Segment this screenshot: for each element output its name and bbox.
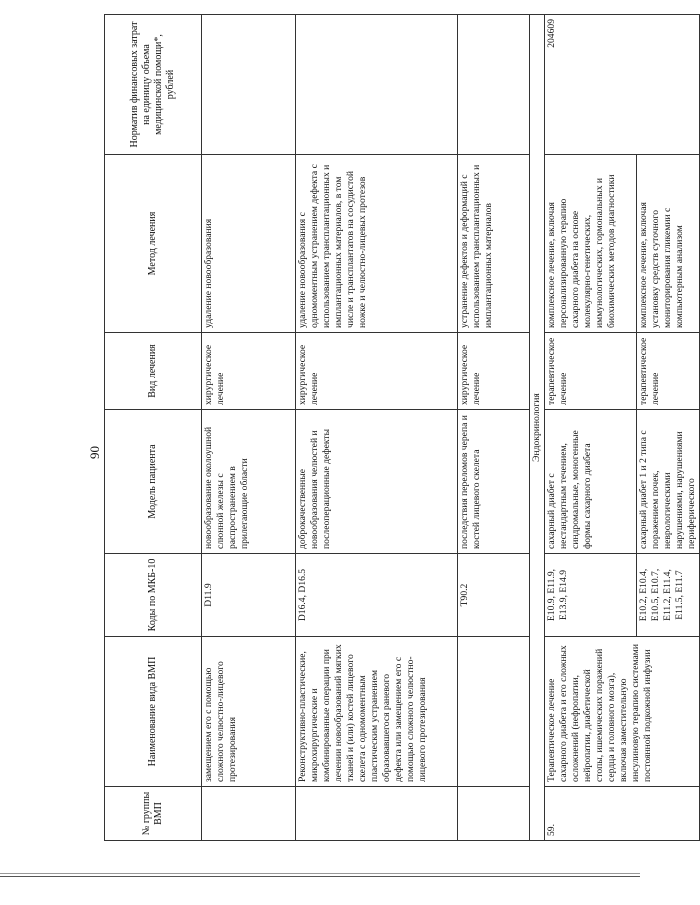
header-treatment-method: Метод лечения — [105, 155, 202, 333]
treatment-method-cell: удаление новообразования — [202, 155, 296, 333]
cost-norm-cell: 204609 — [545, 15, 700, 155]
header-row — [105, 15, 202, 841]
header-patient-model: Модель пациента — [105, 410, 202, 554]
table-row — [458, 15, 530, 841]
header-group-number: № группы ВМП — [105, 787, 202, 841]
icd-codes-cell: T90.2 — [458, 554, 530, 637]
section-row — [530, 15, 545, 841]
treatment-type-cell: хирургическое лечение — [458, 333, 530, 410]
section-title: Эндокринология — [530, 15, 545, 841]
icd-codes-cell: E10.2, E10.4, E10.5, E10.7, E11.2, E11.4, E11.5, E11.7 — [637, 554, 700, 637]
vmp-name-cell: замещением его с помощью сложного челюстно-лицевого протезирования — [202, 637, 296, 787]
patient-model-cell: новообразование околоушной слюнной железы с распространением в прилегающие области — [202, 410, 296, 554]
group-number-cell: 59. — [545, 787, 700, 841]
treatment-method-cell: комплексное лечение, включая персонализированную терапию сахарного диабета на основе молекулярно-генетических, иммунологических, гормональных и биохимических методов диагностики — [545, 155, 637, 333]
treatment-type-cell: хирургическое лечение — [202, 333, 296, 410]
table-row — [296, 15, 458, 841]
treatment-type-cell: терапевтическое лечение — [545, 333, 637, 410]
patient-model-cell: сахарный диабет с нестандартным течением, синдромальные, моногенные формы сахарного диабета — [545, 410, 637, 554]
scan-edge-line — [0, 873, 640, 877]
header-vmp-name: Наименование вида ВМП — [105, 637, 202, 787]
patient-model-cell: сахарный диабет 1 и 2 типа с поражением почек, неврологическими нарушениями, нарушениями периферического — [637, 410, 700, 554]
icd-codes-cell: D16.4, D16.5 — [296, 554, 458, 637]
patient-model-cell: доброкачественные новообразования челюстей и послеоперационные дефекты — [296, 410, 458, 554]
treatment-method-cell: комплексное лечение, включая установку средств суточного мониторирования гликемии с компьютерным анализом — [637, 155, 700, 333]
treatment-type-cell: хирургическое лечение — [296, 333, 458, 410]
vmp-name-cell: Реконструктивно-пластические, микрохирургические и комбинированные операции при лечении новообразований мягких тканей и (или) костей лицевого скелета с одномоментным пластическим устранением образовавшегося раневого дефекта или замещением его с помощью сложного челюстно-лицевого протезирования — [296, 637, 458, 787]
icd-codes-cell: E10.9, E11.9, E13.9, E14.9 — [545, 554, 637, 637]
treatment-type-cell: терапевтическое лечение — [637, 333, 700, 410]
treatment-method-cell: устранение дефектов и деформаций с использованием трансплантационных и имплантационных материалов — [458, 155, 530, 333]
table-row — [202, 15, 296, 841]
header-cost-norm: Норматив финансовых затрат на единицу объема медицинской помощи*, рублей — [105, 15, 202, 155]
vmp-table — [104, 14, 700, 841]
page-number: 90 — [87, 446, 102, 459]
header-treatment-type: Вид лечения — [105, 333, 202, 410]
table-row — [545, 15, 637, 841]
patient-model-cell: последствия переломов черепа и костей лицевого скелета — [458, 410, 530, 554]
treatment-method-cell: удаление новообразования с одномоментным устранением дефекта с использованием трансплантационных и имплантационных материалов, в том числе и трансплантатов на сосудистой ножке и челюстно-лицевых протезов — [296, 155, 458, 333]
vmp-name-cell: Терапевтическое лечение сахарного диабета и его сложных осложнений (нефропатии, нейропатии, диабетической стопы, ишемических поражений сердца и головного мозга), включая заместительную инсулиновую терапию системами постоянной подкожной инфузии — [545, 637, 700, 787]
header-icd-codes: Коды по МКБ-10 — [105, 554, 202, 637]
icd-codes-cell: D11.9 — [202, 554, 296, 637]
